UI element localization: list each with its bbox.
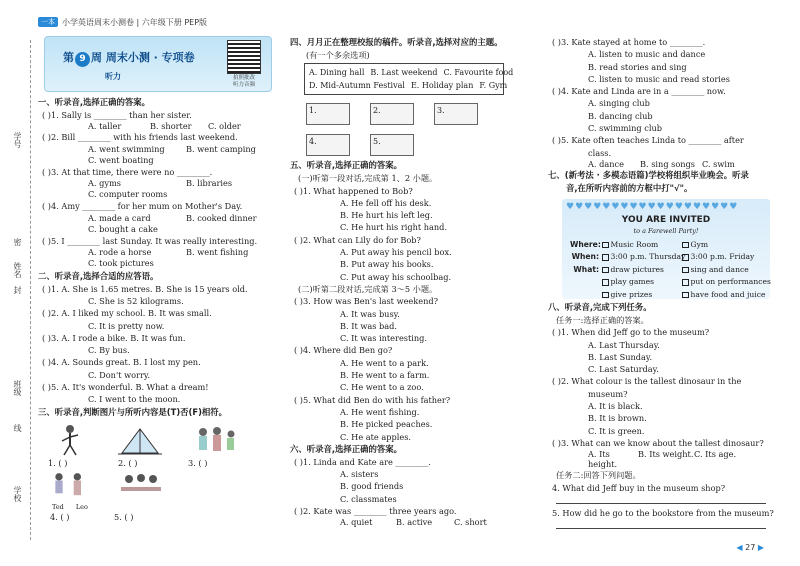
answer-box[interactable]: 5. bbox=[370, 134, 414, 156]
options: A. made a card B. cooked dinner bbox=[88, 212, 257, 223]
topic-option: D. Mid-Autumn Festival bbox=[309, 81, 405, 91]
question: ( )1. Sally is ________ than her sister. bbox=[42, 110, 192, 120]
question: 4. What did Jeff buy in the museum shop? bbox=[552, 482, 726, 493]
picture-row-1 bbox=[38, 419, 280, 457]
question: ( )3. A. I rode a bike. B. It was fun. bbox=[42, 332, 186, 343]
section-7-title: 七、(新考法 · 多模态语篇)学校将组织毕业晚会。听录 bbox=[548, 169, 749, 180]
option: C. By bus. bbox=[88, 345, 130, 356]
option: B. Put away his books. bbox=[340, 259, 434, 270]
answer-blank[interactable]: 4. ( ) bbox=[50, 511, 70, 522]
answer-box[interactable]: 2. bbox=[370, 103, 414, 125]
column-1 bbox=[38, 36, 280, 523]
section-2-items bbox=[38, 283, 280, 406]
cut-line bbox=[30, 40, 31, 540]
options: A. dance B. sing songs C. swim bbox=[588, 158, 735, 169]
name-label: 姓名 bbox=[13, 262, 22, 278]
class-label: 班级 bbox=[13, 380, 22, 396]
checkbox[interactable] bbox=[602, 279, 609, 286]
answer-blank[interactable]: 5. ( ) bbox=[114, 511, 134, 522]
picture-labels-2 bbox=[38, 511, 280, 523]
option: B. read stories and sing bbox=[588, 61, 687, 72]
section-3-title: 三、听录音,判断图片与所听内容是(T)否(F)相符。 bbox=[38, 406, 228, 417]
option: B. good friends bbox=[340, 481, 404, 492]
option: C. It was interesting. bbox=[340, 333, 428, 344]
options: A. quiet B. active C. short bbox=[340, 517, 487, 528]
column-2 bbox=[290, 36, 546, 527]
question: ( )3. What can we know about the tallest dinosaur? bbox=[552, 437, 764, 448]
option: C. went boating bbox=[88, 154, 154, 165]
answer-box[interactable]: 3. bbox=[434, 103, 478, 125]
question: 5. How did he go to the bookstore from the museum? bbox=[552, 507, 774, 518]
question: ( )2. Bill ________ with his friends last weekend. bbox=[42, 132, 238, 143]
option: B. He went to a farm. bbox=[340, 370, 430, 381]
question: ( )2. What colour is the tallest dinosaur in the bbox=[552, 376, 742, 387]
option: C. It is pretty now. bbox=[88, 320, 165, 331]
option: C. bought a cake bbox=[88, 223, 158, 234]
option: C. He hurt his right hand. bbox=[340, 222, 448, 233]
task-2-label: 任务二:回答下列问题。 bbox=[556, 470, 641, 481]
question: ( )1. Linda and Kate are ________. bbox=[294, 456, 431, 467]
top-bar bbox=[38, 16, 207, 28]
section-2-title: 二、听录音,选择合适的应答语。 bbox=[38, 270, 159, 281]
section-4-note: (有一个多余选项) bbox=[306, 50, 370, 60]
question-continued: museum? bbox=[588, 388, 628, 399]
option: B. Last Sunday. bbox=[588, 351, 653, 362]
checkbox[interactable] bbox=[682, 254, 689, 261]
option: B. It is brown. bbox=[588, 413, 647, 424]
question: ( )2. Kate was ________ three years ago. bbox=[294, 506, 457, 517]
option: C. listen to music and read stories bbox=[588, 73, 730, 84]
page-number: ◀ 27 ▶ bbox=[736, 543, 764, 552]
camping-tent-picture bbox=[110, 423, 170, 457]
section-5-part-1: (一)听第一段对话,完成第 1、2 小题。 bbox=[298, 173, 438, 184]
topic-option: A. Dining hall bbox=[309, 68, 365, 78]
option: B. He hurt his left leg. bbox=[340, 210, 433, 221]
option: A. He went fishing. bbox=[340, 406, 420, 417]
question: ( )2. A. I liked my school. B. It was small. bbox=[42, 308, 212, 319]
option: A. It was busy. bbox=[340, 308, 400, 319]
option: C. computer rooms bbox=[88, 189, 168, 200]
section-5-title: 五、听录音,选择正确的答案。 bbox=[290, 160, 403, 171]
option: C. classmates bbox=[340, 493, 397, 504]
answer-boxes-row-2 bbox=[290, 131, 546, 159]
week-number-badge: 9 bbox=[75, 52, 90, 67]
section-6-title: 六、听录音,选择正确的答案。 bbox=[290, 443, 403, 454]
question: ( )4. Where did Ben go? bbox=[294, 345, 393, 356]
option: C. Last Saturday. bbox=[588, 364, 659, 375]
options: A. gyms B. libraries bbox=[88, 178, 233, 189]
week-title: 第 9 周 周末小测 · 专项卷 bbox=[63, 49, 195, 67]
question: ( )2. What can Lily do for Bob? bbox=[294, 234, 421, 245]
invite-options: Where: Music Room Gym When: 3:00 p.m. Thursday 3:00 p.m. Friday What: draw pictures sing and dance play games put on performances give prizes have food and juice bbox=[570, 239, 771, 299]
family-picture bbox=[184, 423, 250, 457]
prev-arrow-icon: ◀ bbox=[736, 543, 743, 552]
section-1-items bbox=[38, 109, 280, 270]
answer-box[interactable]: 4. bbox=[306, 134, 350, 156]
section-4-title: 四、月月正在整理校报的稿件。听录音,选择对应的主题。 bbox=[290, 37, 503, 47]
question: ( )1. A. She is 1.65 metres. B. She is 15 years old. bbox=[42, 283, 248, 294]
question: ( )4. Kate and Linda are in a ________ now. bbox=[552, 86, 726, 97]
invite-title: YOU ARE INVITED bbox=[621, 214, 711, 225]
section-8-title: 八、听录音,完成下列任务。 bbox=[548, 301, 652, 312]
option: B. It was bad. bbox=[340, 320, 398, 331]
option: B. He picked peaches. bbox=[340, 419, 433, 430]
dining-picture bbox=[106, 469, 176, 503]
answer-blank[interactable]: 1. ( ) bbox=[48, 457, 68, 468]
option: C. He went to a zoo. bbox=[340, 382, 424, 393]
checkbox[interactable] bbox=[682, 267, 689, 274]
option: A. He fell off his desk. bbox=[340, 197, 432, 208]
question: ( )3. At that time, there were no ________. bbox=[42, 166, 213, 177]
question: ( )1. When did Jeff go to the museum? bbox=[552, 327, 710, 338]
option: A. Put away his pencil box. bbox=[340, 247, 452, 258]
checkbox[interactable] bbox=[682, 292, 689, 299]
option: C. It is green. bbox=[588, 425, 645, 436]
column-3 bbox=[548, 36, 772, 529]
question: ( )1. What happened to Bob? bbox=[294, 185, 413, 196]
option: C. I went to the moon. bbox=[88, 394, 181, 405]
checkbox[interactable] bbox=[602, 267, 609, 274]
question: ( )3. Kate stayed at home to ________. bbox=[552, 37, 706, 47]
topic-options-box bbox=[304, 63, 514, 95]
question-continued: class. bbox=[588, 147, 612, 158]
picture-names: Ted Leo bbox=[52, 502, 88, 511]
task-1-label: 任务一:选择正确的答案。 bbox=[556, 314, 649, 325]
next-arrow-icon: ▶ bbox=[757, 543, 764, 552]
topic-option: E. Holiday plan bbox=[410, 81, 474, 91]
invitation-card bbox=[562, 199, 770, 299]
option: C. swimming club bbox=[588, 123, 662, 134]
answer-line[interactable] bbox=[556, 519, 766, 529]
checkbox[interactable] bbox=[682, 242, 689, 249]
option: C. He ate apples. bbox=[340, 431, 412, 442]
question: ( )5. A. It's wonderful. B. What a dream! bbox=[42, 382, 209, 393]
two-boys-picture bbox=[48, 469, 92, 503]
quiz-header bbox=[44, 36, 272, 92]
answer-blank[interactable]: 3. ( ) bbox=[188, 457, 208, 468]
seal-mark: 密 bbox=[13, 238, 22, 246]
option: C. took pictures bbox=[88, 258, 154, 269]
question: ( )5. What did Ben do with his father? bbox=[294, 394, 451, 405]
invite-subtitle: to a Farewell Party! bbox=[633, 226, 699, 235]
question: ( )4. Amy ________ for her mum on Mother's Day. bbox=[42, 201, 243, 212]
question: ( )4. A. Sounds great. B. I lost my pen. bbox=[42, 357, 201, 368]
checkbox[interactable] bbox=[602, 292, 609, 299]
binding-margin bbox=[6, 40, 30, 540]
section-7-title-cont: 音,在所听内容前的方框中打"√"。 bbox=[566, 182, 693, 193]
answer-blank[interactable]: 2. ( ) bbox=[118, 457, 138, 468]
checkbox[interactable] bbox=[602, 254, 609, 261]
option: A. It is black. bbox=[588, 401, 643, 412]
checkbox[interactable] bbox=[682, 279, 689, 286]
line-mark: 线 bbox=[13, 424, 22, 432]
option: A. listen to music and dance bbox=[588, 49, 706, 60]
topic-option: C. Favourite food bbox=[443, 68, 514, 78]
id-label: 学号 bbox=[13, 132, 22, 148]
answer-boxes-row-1 bbox=[290, 97, 546, 131]
options: A. went swimming B. went camping bbox=[88, 143, 256, 154]
quiz-subtitle: 听力 bbox=[105, 72, 121, 81]
picture-row-2 bbox=[38, 469, 280, 503]
topic-option: B. Last weekend bbox=[370, 68, 438, 78]
section-5-part-2: (二)听第二段对话,完成第 3～5 小题。 bbox=[298, 283, 438, 294]
topic-option: F. Gym bbox=[479, 81, 508, 91]
option: C. Don't worry. bbox=[88, 369, 150, 380]
section-1-title: 一、听录音,选择正确的答案。 bbox=[38, 97, 151, 107]
answer-line[interactable] bbox=[556, 494, 766, 504]
picture-labels-1 bbox=[38, 457, 280, 469]
option: B. dancing club bbox=[588, 110, 653, 121]
publisher-logo: 一本 bbox=[38, 17, 58, 27]
qr-code-icon[interactable] bbox=[227, 40, 261, 74]
checkbox[interactable] bbox=[602, 242, 609, 249]
school-label: 学校 bbox=[13, 486, 22, 502]
option: C. Put away his schoolbag. bbox=[340, 271, 452, 282]
option: C. She is 52 kilograms. bbox=[88, 295, 184, 306]
option: A. singing club bbox=[588, 98, 650, 109]
question: ( )5. I ________ last Sunday. It was really interesting. bbox=[42, 236, 258, 247]
question: ( )5. Kate often teaches Linda to ________ after bbox=[552, 135, 744, 146]
answer-box[interactable]: 1. bbox=[306, 103, 350, 125]
question: ( )3. How was Ben's last weekend? bbox=[294, 296, 438, 307]
options: A. rode a horse B. went fishing bbox=[88, 247, 249, 258]
options: A. taller B. shorter C. older bbox=[88, 121, 241, 132]
heart-border-icon: ♥♥♥♥♥♥♥♥♥♥♥♥♥♥♥♥♥♥♥ bbox=[566, 201, 739, 212]
option: A. Last Thursday. bbox=[588, 339, 660, 350]
qr-caption: 拍照批改 听力音频 bbox=[232, 75, 255, 88]
option: A. sisters bbox=[340, 469, 379, 480]
boy-running-picture bbox=[48, 423, 96, 457]
option: A. He went to a park. bbox=[340, 357, 429, 368]
book-title: 小学英语周末小测卷 | 六年级下册 PEP版 bbox=[62, 17, 208, 27]
options: A. Its height. B. Its weight. C. Its age. bbox=[588, 449, 737, 470]
seal-mark: 封 bbox=[13, 286, 22, 294]
